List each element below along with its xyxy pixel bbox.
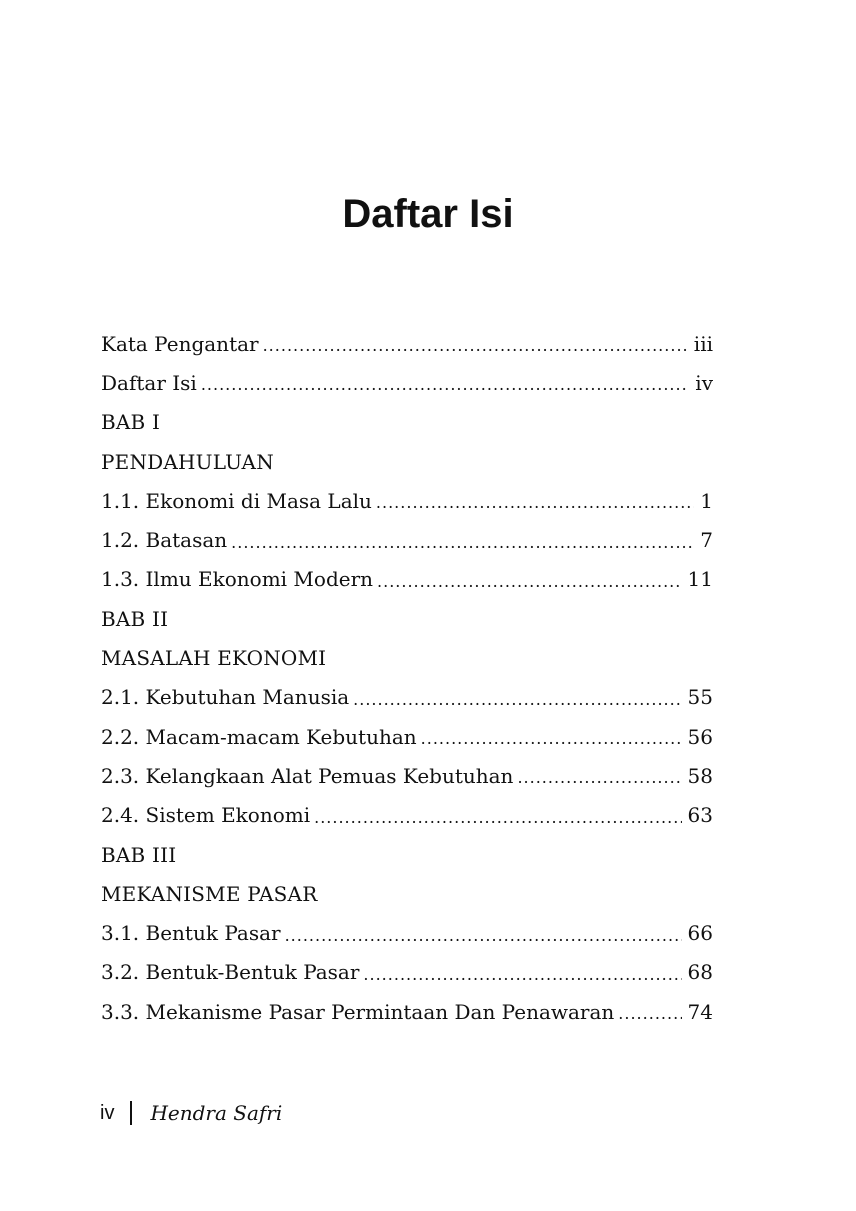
dot-leader (517, 768, 681, 787)
toc-entry (101, 520, 713, 559)
toc-entry-page: 58 (687, 763, 713, 788)
toc-chapter-label (101, 835, 713, 874)
dot-leader (231, 533, 694, 552)
chapter-title: MASALAH EKONOMI (101, 646, 327, 671)
toc-entry-label: 1.2. Batasan (101, 528, 228, 553)
toc-entry (101, 796, 713, 835)
toc-entry-page: 56 (687, 724, 713, 749)
chapter-number: BAB II (101, 606, 169, 631)
dot-leader (377, 572, 682, 591)
toc-entry-label: 2.1. Kebutuhan Manusia (101, 685, 350, 710)
toc-entry (101, 481, 713, 520)
dot-leader (263, 336, 688, 355)
footer-author: Hendra Safri (150, 1101, 283, 1125)
toc-entry-label: Daftar Isi (101, 370, 197, 395)
toc-entry-page: 7 (700, 528, 713, 553)
toc-entry-page: 66 (687, 921, 713, 946)
toc-entry (101, 953, 713, 992)
dot-leader (285, 926, 682, 945)
toc-entry-label: 3.3. Mekanisme Pasar Permintaan Dan Penawaran (101, 999, 615, 1024)
toc-entry-page: 1 (700, 488, 713, 513)
toc-chapter-title (101, 874, 713, 913)
toc-entry-page: 11 (687, 567, 713, 592)
table-of-contents (101, 324, 713, 1031)
toc-entry-label: 2.4. Sistem Ekonomi (101, 803, 311, 828)
footer-divider (130, 1101, 132, 1125)
chapter-title: MEKANISME PASAR (101, 881, 318, 906)
dot-leader (376, 493, 694, 512)
toc-entry-label: 3.1. Bentuk Pasar (101, 921, 281, 946)
toc-chapter-label (101, 403, 713, 442)
toc-entry (101, 717, 713, 756)
footer-page-number: iv (100, 1101, 115, 1124)
toc-entry (101, 992, 713, 1031)
toc-entry-page: 63 (687, 803, 713, 828)
toc-entry-page: 55 (687, 685, 713, 710)
dot-leader (421, 729, 682, 748)
toc-entry-label: 2.2. Macam-macam Kebutuhan (101, 724, 417, 749)
toc-chapter-title (101, 442, 713, 481)
toc-chapter-label (101, 599, 713, 638)
toc-entry (101, 560, 713, 599)
toc-entry (101, 756, 713, 795)
toc-entry-page: 68 (687, 960, 713, 985)
dot-leader (201, 375, 689, 394)
dot-leader (314, 808, 681, 827)
toc-entry-page: iii (693, 331, 713, 356)
toc-entry-page: 74 (687, 999, 713, 1024)
toc-entry-label: 3.2. Bentuk-Bentuk Pasar (101, 960, 360, 985)
page-title: Daftar Isi (342, 192, 514, 236)
toc-entry-daftar-isi (101, 363, 713, 402)
chapter-number: BAB III (101, 842, 177, 867)
chapter-title: PENDAHULUAN (101, 449, 274, 474)
toc-entry-label: 1.3. Ilmu Ekonomi Modern (101, 567, 374, 592)
dot-leader (618, 1004, 681, 1023)
toc-entry (101, 678, 713, 717)
toc-chapter-title (101, 638, 713, 677)
page-footer (100, 1101, 282, 1125)
dot-leader (353, 690, 681, 709)
toc-entry-label: Kata Pengantar (101, 331, 259, 356)
toc-entry-page: iv (695, 370, 713, 395)
toc-entry-label: 2.3. Kelangkaan Alat Pemuas Kebutuhan (101, 763, 514, 788)
toc-entry (101, 913, 713, 952)
toc-entry-label: 1.1. Ekonomi di Masa Lalu (101, 488, 372, 513)
dot-leader (363, 965, 681, 984)
chapter-number: BAB I (101, 410, 161, 435)
toc-entry-kata-pengantar (101, 324, 713, 363)
